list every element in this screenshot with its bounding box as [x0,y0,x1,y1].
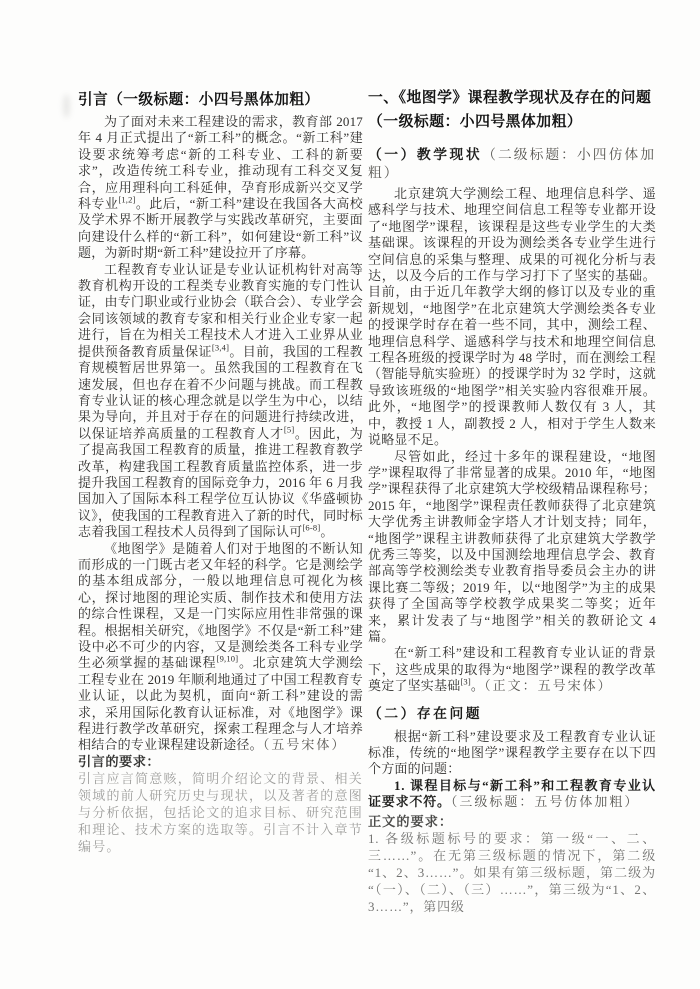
right-column [368,86,656,916]
subsection-1-heading-text: （一）教学现状 [368,147,483,162]
font-annotation: （五号宋体） [262,737,347,753]
intro-paragraph-3 [78,541,363,754]
body-requirements-text: 1. 各级标题标号的要求：第一级“一、二、三……”。在无第三级标题的情况下，第二级“1、2、3……”。如果有第三级标题，第二级为“（一）、（二）、（三）……”，第三级为“1、2、3……”，第四级 [368,830,656,915]
left-column [78,90,363,855]
teaching-status-paragraph-1: 北京建筑大学测绘工程、地理信息科学、遥感科学与技术、地理空间信息工程等专业都开设了“地图学”课程，该课程是这些专业学生的大类基础课。该课程的开设为测绘类各专业学生进行空间信息的采集与整理、成果的可视化分析与表达，以及今后的工作与学习打下了坚实的基础。目前，由于近几年教学大纲的修订以及专业的重新规划，“地图学”在北京建筑大学测绘类各专业的授课学时存在着一些不同，其中，测绘工程、地理信息科学、遥感科学与技术和地理空间信息工程各班级的授课学时为 48 学时，而在测绘工程（智能导航实验班）的授课学时为 32 学时，这就导致该班级的“地图学”相关实验内容很难开展。此外，“地图学”的授课教师人数仅有 3 人，其中，教授 1 人，副教授 2 人，相对于学生人数来说略显不足。 [368,186,656,448]
body-font-annotation: （正文：五号宋体） [484,678,613,694]
subsection-1-heading-annotation: （二级标题：小四仿体加粗） [368,147,657,180]
problems-paragraph: 根据“新工科”建设要求及工程教育专业认证标准，传统的“地图学”课程教学主要存在以下四个方面的问题： [368,728,656,777]
body-requirements-label: 正文的要求： [368,813,454,829]
issue-1-annotation: （三级标题：五号仿体加粗） [450,794,640,810]
issue-1-title: 1. 课程目标与“新工科”和工程教育专业认证要求不符。 [368,777,656,810]
intro-paragraph-3-text: 《地图学》是随着人们对于地图的不断认知而形成的一门既古老又年轻的科学。它是测绘学的基本组成部分，一般以地理信息可视化为核心，探讨地图的理论实质、制作技术和使用方法的综合性课程，又是一门实际应用性非常强的课程。根据相关研究，《地图学》不仅是“新工科”建设中必不可少的内容，又是测绘类各工科专业学生必须掌握的基础课程[9,10]。北京建筑大学测绘工程专业在 2019 年顺利地通过了中国工程教育专业认证，以此为契机，面向“新工科”建设的需求，采用国际化教育认证标准，对《地图学》课程进行教学改革研究，探索工程理念与人才培养相结合的专业课程建设新途径。 [78,540,363,753]
subsection-1-heading [368,146,656,182]
teaching-status-paragraph-2: 尽管如此，经过十多年的课程建设，“地图学”课程取得了非常显著的成果。2010 年，“地图学”课程获得了北京建筑大学校级精品课程称号；2015 年，“地图学”课程责任教师获得了北京建筑大学优秀主讲教师金字塔人才计划支持；同年，“地图学”课程主讲教师获得了北京建筑大学教学优秀三等奖，以及中国测绘地理信息学会、教育部高等学校测绘类专业教育指导委员会主办的讲课比赛二等级；2019 年，以“地图学”为主的成果获得了全国高等学校教学成果奖二等奖；近年来，累计发表了与“地图学”相关的教研论文 4 篇。 [368,448,656,644]
teaching-status-paragraph-3 [368,645,656,694]
scan-smudge [63,94,70,118]
teaching-status-paragraph-3-text: 在“新工科”建设和工程教育专业认证的背景下，这些成果的取得为“地图学”课程的教学改革奠定了坚实基础[3]。 [368,645,656,694]
subsection-2-heading: （二）存在问题 [368,705,483,721]
issue-1-line [368,778,656,811]
intro-requirements-label: 引言的要求： [78,753,161,769]
intro-paragraph-1: 为了面对未来工程建设的需求，教育部 2017 年 4 月正式提出了“新工科”的概念。“新工科”建设要求统筹考虑“新的工科专业、工科的新要求”，改造传统工科专业，推动现有工科交叉复合，应用理科向工科延伸，孕育形成新兴交叉学科专业[1,2]。此后，“新工科”建设在我国各大高校及学术界不断开展教学与实践改革研究，主要面向建设什么样的“新工科”，如何建设“新工科”议题，为新时期“新工科”建设拉开了序幕。 [78,114,363,261]
section-one-heading [368,86,656,134]
section-one-heading-line2: （一级标题：小四号黑体加粗） [368,114,583,130]
intro-heading: 引言（一级标题：小四号黑体加粗） [78,92,320,108]
section-one-heading-line1: 一、《地图学》课程教学现状及存在的问题 [368,90,652,106]
intro-requirements-text: 引言应言简意赅，简明介绍论文的背景、相关领域的前人研究历史与现状，以及著者的意图与分析依据，包括论文的追求目标、研究范围和理论、技术方案的选取等。引言不计入章节编号。 [78,771,363,855]
intro-paragraph-2: 工程教育专业认证是专业认证机构针对高等教育机构开设的工程类专业教育实施的专门性认证，由专门职业或行业协会（联合会）、专业学会会同该领域的教育专家和相关行业企业专家一起进行，旨在为相关工程技术人才进入工业界从业提供预备教育质量保证[3,4]。目前，我国的工程教育规模暂居世界第一。虽然我国的工程教育在飞速发展，但也存在着不少问题与挑战。而工程教育专业认证的核心理念就是以学生为中心，以结果为导向，并且对于存在的问题进行持续改进，以保证培养高质量的工程教育人才[5]。因此，为了提高我国工程教育的质量，推进工程教育教学改革，构建我国工程教育质量监控体系，进一步提升我国工程教育的国际竞争力，2016 年 6 月我国加入了国际本科工程学位互认协议《华盛顿协议》，使我国的工程教育进入了新的时代，同时标志着我国工程技术人员得到了国际认可[6-8]。 [78,261,363,540]
